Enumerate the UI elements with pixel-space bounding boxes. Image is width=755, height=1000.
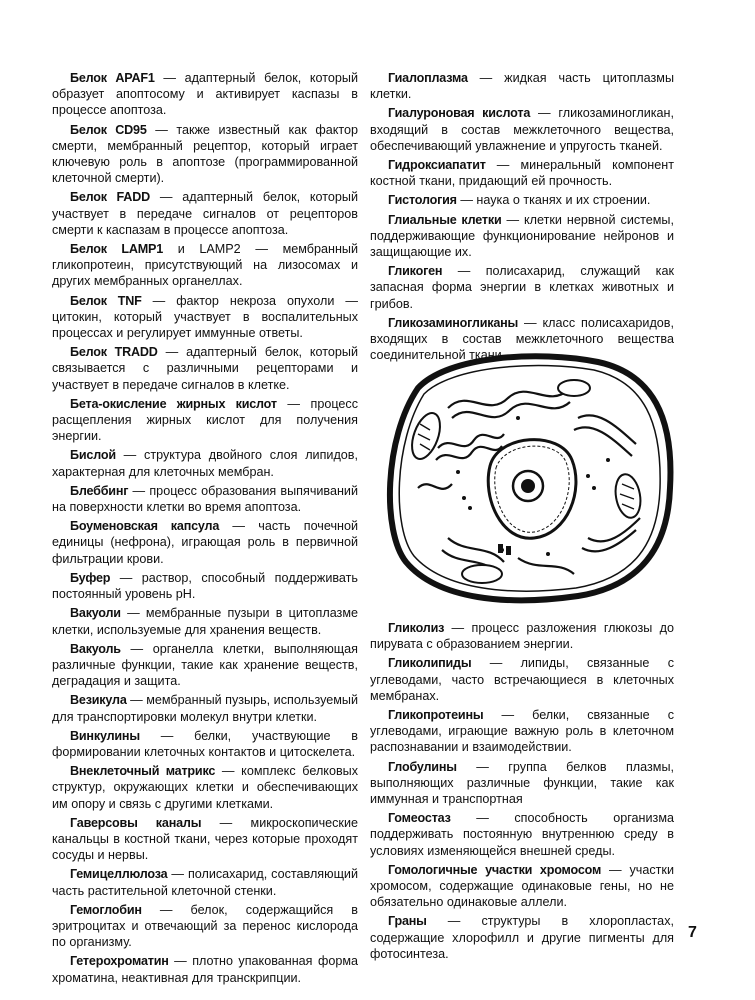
glossary-term: Глобулины — [388, 759, 457, 774]
glossary-term: Вакуоли — [70, 606, 121, 621]
glossary-term: Блеббинг — [70, 483, 129, 498]
glossary-entry — [52, 447, 358, 479]
glossary-definition: — адаптерный белок, который образует апоптосому и активирует каспазы в процессе апоптоза. — [52, 71, 358, 118]
glossary-entry — [52, 815, 358, 864]
glossary-entry — [52, 483, 358, 515]
glossary-entry — [52, 293, 358, 342]
glossary-definition: — плотно упакованная форма хроматина, неактивная для транскрипции. — [52, 954, 358, 985]
glossary-term: Буфер — [70, 570, 111, 585]
glossary-definition: — фактор некроза опухоли — цитокин, который участвует в воспалительных процессах и регулирует иммунные ответы. — [52, 293, 358, 341]
glossary-entry — [52, 953, 358, 985]
glossary-term: Гликолиз — [388, 621, 445, 635]
glossary-entry — [370, 263, 674, 312]
glossary-term: Белок TRADD — [70, 345, 158, 360]
glossary-entry — [52, 902, 358, 951]
glossary-term: Граны — [388, 914, 427, 929]
glossary-definition: — раствор, способный поддерживать постоянный уровень pH. — [52, 570, 358, 602]
glossary-term: Глиальные клетки — [388, 212, 502, 227]
glossary-term: Гомеостаз — [388, 811, 451, 826]
glossary-entry — [52, 728, 358, 760]
right-column-bottom — [370, 620, 674, 965]
glossary-term: Боуменовская капсула — [70, 519, 220, 534]
glossary-definition: — также известный как фактор смерти, мембранный рецептор, который играет ключевую роль в апоптозе (программированной клеточной смерти). — [52, 122, 358, 186]
glossary-entry — [52, 189, 358, 238]
glossary-term: Гликопротеины — [388, 708, 484, 723]
glossary-term: Белок FADD — [70, 190, 150, 205]
glossary-entry — [52, 70, 358, 119]
glossary-entry — [52, 518, 358, 567]
glossary-term: Гомологичные участки хромосом — [388, 862, 602, 877]
glossary-term: Гликолипиды — [388, 656, 472, 671]
glossary-term: Везикула — [70, 693, 127, 708]
glossary-definition: — структура двойного слоя липидов, характерная для клеточных мембран. — [52, 448, 358, 479]
glossary-term: Белок LAMP1 — [70, 242, 164, 257]
page-number: 7 — [688, 924, 697, 941]
right-column-top — [370, 70, 674, 366]
glossary-definition: — группа белков плазмы, выполняющих различные функции, такие как иммунная и транспортная — [370, 759, 674, 807]
nucleus — [488, 440, 576, 539]
glossary-term: Бета-окисление жирных кислот — [70, 396, 277, 411]
glossary-term: Винкулины — [70, 728, 140, 743]
glossary-definition: — часть почечной единицы (нефрона), играющая роль в первичной фильтрации крови. — [52, 519, 358, 566]
glossary-entry — [52, 641, 358, 690]
glossary-definition: — белок, содержащийся в эритроцитах и отвечающий за перенос кислорода по организму. — [52, 902, 358, 950]
glossary-entry — [370, 759, 674, 808]
glossary-entry — [370, 157, 674, 189]
glossary-definition: — способность организма поддерживать постоянную внутреннюю среду в условиях изменяющейся внешней среды. — [370, 811, 674, 858]
glossary-definition: — жидкая часть цитоплазмы клетки. — [370, 71, 674, 102]
glossary-definition: — белки, участвующие в формировании клеточных контактов и цитоскелета. — [52, 728, 358, 759]
glossary-definition: — адаптерный белок, который участвует в передаче сигналов от рецепторов смерти к каспазам в процессе апоптоза. — [52, 190, 359, 237]
glossary-entry — [370, 620, 674, 652]
glossary-term: Белок TNF — [70, 293, 142, 308]
glossary-definition: — гликозаминогликан, входящий в состав межклеточного вещества, обеспечивающий увлажнение и упругость тканей. — [370, 106, 674, 153]
glossary-term: Белок CD95 — [70, 122, 147, 137]
glossary-entry — [370, 810, 674, 859]
glossary-definition: — белки, связанные с углеводами, играющие важную роль в клеточном распознавании и взаимодействии. — [370, 708, 674, 755]
glossary-entry — [52, 692, 358, 724]
glossary-definition: — процесс разложения глюкозы до пирувата с образованием энергии. — [370, 621, 674, 652]
glossary-entry — [370, 212, 674, 261]
glossary-entry — [370, 913, 674, 962]
glossary-entry — [370, 70, 674, 102]
glossary-term: Гликоген — [388, 264, 443, 279]
glossary-term: Гидроксиапатит — [388, 158, 486, 173]
glossary-definition: — клетки нервной системы, поддерживающие функционирование нейронов и защищающие их. — [370, 212, 674, 260]
glossary-entry — [370, 192, 674, 208]
glossary-definition: — минеральный компонент костной ткани, придающий ей прочность. — [370, 158, 674, 189]
glossary-term: Гаверсовы каналы — [70, 815, 202, 830]
glossary-definition: — полисахарид, служащий как запасная форма энергии в клетках животных и грибов. — [370, 264, 674, 311]
glossary-term: Гемоглобин — [70, 902, 142, 917]
glossary-definition: — липиды, связанные с углеводами, часто встречающиеся в клеточных мембранах. — [370, 656, 674, 703]
glossary-term: Белок APAF1 — [70, 71, 155, 85]
glossary-entry — [52, 570, 358, 602]
glossary-entry — [370, 862, 674, 911]
glossary-definition: и LAMP2 — мембранный гликопротеин, присутствующий на лизосомах и других мембранных органеллах. — [52, 242, 358, 289]
glossary-definition: — структуры в хлоропластах, содержащие хлорофилл и другие пигменты для фотосинтеза. — [370, 914, 674, 961]
glossary-entry — [52, 866, 358, 898]
glossary-entry — [370, 655, 674, 704]
glossary-term: Вакуоль — [70, 641, 121, 656]
glossary-term: Гиалуроновая кислота — [388, 106, 531, 121]
glossary-definition: — полисахарид, составляющий часть растительной клеточной стенки. — [52, 867, 358, 898]
glossary-definition: — комплекс белковых структур, окружающих клетки и обеспечивающих им опору и связь с другими клетками. — [52, 764, 358, 811]
glossary-entry — [52, 763, 358, 812]
glossary-term: Гистология — [388, 193, 457, 208]
glossary-term: Гемицеллюлоза — [70, 867, 168, 882]
glossary-term: Гликозаминогликаны — [388, 315, 519, 330]
glossary-term: Внеклеточный матрикс — [70, 764, 216, 779]
glossary-entry — [52, 241, 358, 290]
glossary-term: Гетерохроматин — [70, 954, 169, 969]
glossary-entry — [52, 605, 358, 637]
glossary-entry — [52, 122, 358, 187]
glossary-entry — [52, 344, 358, 393]
glossary-definition: — адаптерный белок, который связывается с различными рецепторами и участвует в передаче сигналов в клетке. — [52, 345, 358, 392]
glossary-definition: — процесс расщепления жирных кислот для получения энергии. — [52, 396, 358, 444]
glossary-term: Бислой — [70, 448, 116, 463]
glossary-definition: — процесс образования выпячиваний на поверхности клетки во время апоптоза. — [52, 483, 358, 515]
glossary-definition: — мембранные пузыри в цитоплазме клетки, используемые для хранения веществ. — [52, 606, 358, 637]
glossary-definition: — участки хромосом, содержащие одинаковые гены, но не обязательно одинаковые аллели. — [370, 862, 674, 910]
glossary-entry — [370, 707, 674, 756]
animal-cell-illustration — [378, 348, 678, 610]
left-column — [52, 70, 358, 989]
glossary-entry — [370, 105, 674, 154]
glossary-term: Гиалоплазма — [388, 71, 468, 85]
glossary-definition: — органелла клетки, выполняющая различные функции, такие как хранение веществ, деградация и защита. — [52, 641, 358, 689]
glossary-definition: — микроскопические канальцы в костной ткани, через которые проходят сосуды и нервы. — [52, 815, 358, 863]
glossary-definition: — наука о тканях и их строении. — [456, 193, 651, 208]
glossary-definition: — мембранный пузырь, используемый для транспортировки молекул внутри клетки. — [52, 693, 358, 724]
glossary-entry — [52, 396, 358, 445]
glossary-definition: — класс полисахаридов, входящих в состав межклеточного вещества соединительной ткани. — [370, 315, 674, 363]
